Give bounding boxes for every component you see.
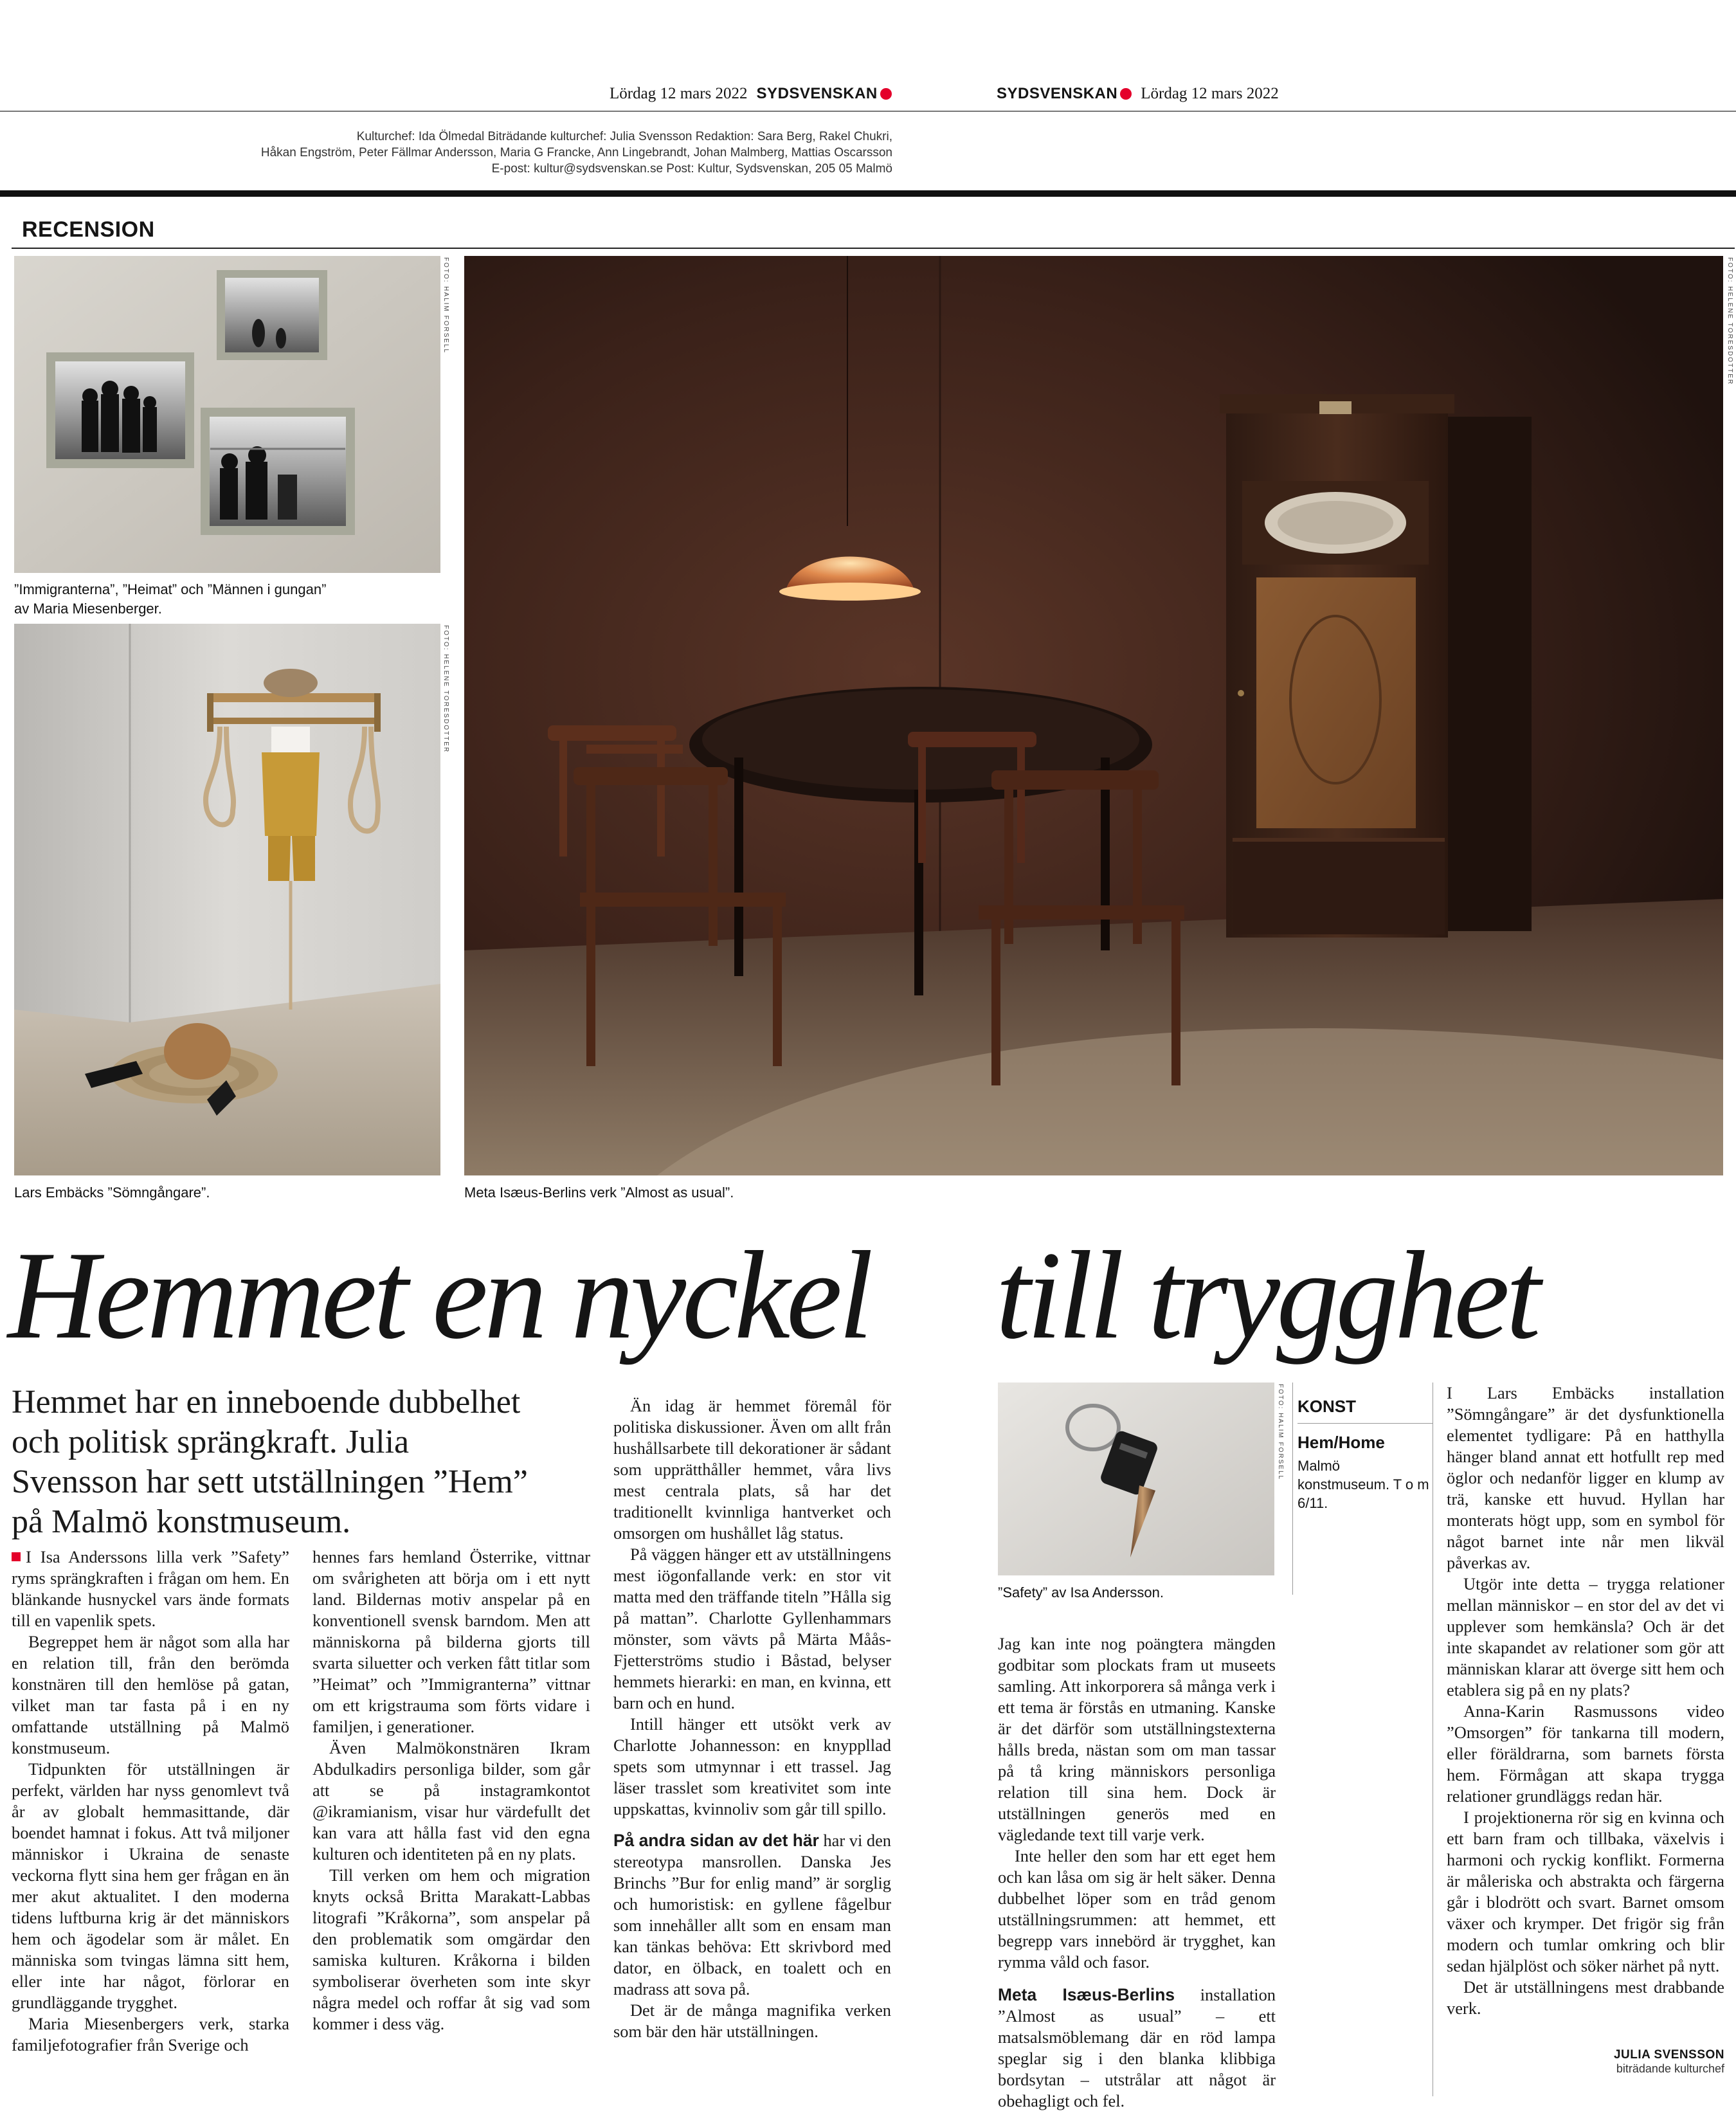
article-lead: Hemmet har en inneboende dubbelhet och politisk sprängkraft. Julia Svensson har sett utställningen ”Hem” på Malmö konstmuseum. [12, 1384, 528, 1540]
dining-room-image [464, 256, 1723, 1175]
folio-date-left: Lördag 12 mars 2022 [610, 85, 748, 102]
photo2-credit: FOTO: HELENE TORESDOTTER [442, 625, 449, 754]
paragraph: hennes fars hemland Österrike, vittnar om svårigheten att börja om i ett nytt land. Bildernas motiv anspelar på en konventionell svensk barndom. Men att människorna på bilderna gjorts till svarta siluetter och verken fått titlar som ”Heimat” och ”Immigranterna” vittnar om ett krigstrauma som förts vidare i familjen, i generationer. [312, 1547, 590, 1736]
paragraph-text: installation ”Almost as usual” – ett matsalsmöblemang där en röd lampa speglar sig i den blanka klibbiga bordsytan – utstrålar att något är obehagligt och fel. [998, 1985, 1276, 2110]
folio-date-right: Lördag 12 mars 2022 [1141, 85, 1279, 102]
headline-part2: till trygghet [995, 1226, 1537, 1365]
brand-dot-icon [1120, 88, 1132, 100]
photo-safety [998, 1383, 1274, 1575]
caption-line: ”Immigranterna”, ”Heimat” och ”Männen i gungan” [14, 581, 327, 597]
paragraph: Utgör inte detta – trygga relationer mellan människor – en stor del av det vi upplever som hemkänsla? Och är det inte skapandet av relationer som gör att människan klarar att överge sitt hem och etablera sig på en ny plats? [1447, 1574, 1724, 1700]
photo3-credit: FOTO: HELENE TORESDOTTER [1726, 257, 1733, 386]
photo-somngangare [14, 624, 440, 1175]
staff-line: Håkan Engström, Peter Fällmar Andersson, Maria G Francke, Ann Lingebrandt, Johan Malmberg, Mattias Oscarsson [260, 146, 892, 159]
byline-name: JULIA SVENSSON [1613, 2048, 1724, 2062]
paragraph [613, 1830, 891, 2000]
section-label: RECENSION [22, 217, 155, 242]
factbox-subtitle: Hem/Home [1297, 1433, 1385, 1452]
paragraph: Intill hänger ett utsökt verk av Charlotte Johannesson: en knyppllad spets som utmynnar i ett trassel. Jag läser trasslet som kreativitet som inte uppskattas, kvinnoliv som går till spillo. [613, 1714, 891, 1818]
red-square-icon [12, 1552, 21, 1561]
brand-logo-left: SYDSVENSKAN [756, 85, 878, 102]
paragraph: Även Malmökonstnären Ikram Abdulkadirs personliga bilder, som går att se på instagramkontot @ikramianism, visar hur värdefullt det kan vara att hålla fast vid den egna kulturen och identiteten på en ny plats. [312, 1738, 590, 1864]
paragraph: Jag kan inte nog poängtera mängden godbitar som plockats fram ut museets samling. Att inkorporera så många verk i ett tema är förstås en utmaning. Kanske är det därför som utställningstexterna hålls breda, nästan som om man tassar på tå kring människors personliga relation till sina hem. Dock är utställningen generös med en vägledande text till varje verk. [998, 1634, 1276, 1844]
factbox [1297, 1397, 1433, 1512]
paragraph-text: I Isa Anderssons lilla verk ”Safety” ryms sprängkraften i frågan om hem. En blänkande husnyckel vars ände formats till en vapenlik spets. [12, 1547, 289, 1630]
photo4-credit: FOTO: HALIM FORSELL [1277, 1384, 1284, 1481]
paragraph: Anna-Karin Rasmussons video ”Omsorgen” för tankarna till modern, eller föräldrarna, som barnets första hem. Förmågan att skapa trygga relationer grundläggs redan här. [1447, 1701, 1724, 1806]
paragraph: I Lars Embäcks installation ”Sömngångare” är det dysfunktionella elementet tydligare: På en hatthylla hänger bland annat ett hotfullt rep med öglor och nedanför ligger en klump av trä, kanske ett huvud. Hyllan har monterats högt upp, som en symbol för något barnet inte når men likväl påverkas av. [1447, 1383, 1724, 1572]
staff-box [185, 129, 892, 177]
installation-image [14, 624, 440, 1175]
factbox-title: KONST [1297, 1397, 1356, 1416]
caption-line: av Maria Miesenberger. [14, 601, 162, 617]
paragraph: På väggen hänger ett av utställningens mest iögonfallande verk: en stor vit matta med den träffande titeln ”Hålla sig på mattan”. Charlotte Gyllenhammars mönster, som vävts på Märta Måås-Fjetterströms studio i Båstad, belyser hemmets hierarki: en man, en kvinna, ett barn och en hund. [613, 1545, 891, 1712]
staff-line: E-post: kultur@sydsvenskan.se Post: Kultur, Sydsvenskan, 205 05 Malmö [491, 162, 892, 176]
headline [8, 1226, 1731, 1365]
body-column-4 [998, 1633, 1276, 2112]
top-thick-rule [0, 190, 1736, 197]
paragraph: Begreppet hem är något som alla har en relation till, från den berömda konstnären till den hemlöse på gatan, vilket man tar fasta på i en ny omfattande utställning på Malmö konstmuseum. [12, 1632, 289, 1757]
paragraph: Maria Miesenbergers verk, starka familjefotografier från Sverige och [12, 2014, 289, 2054]
paragraph: Inte heller den som har ett eget hem och kan låsa om sig är helt säker. Denna dubbelhet löper som en tråd genom utställningsrummen: att hemmet, ett begrepp vars innebörd är trygghet, kan rymma våld och fasor. [998, 1846, 1276, 1972]
photo-almost-as-usual [464, 256, 1723, 1175]
paragraph: I projektionerna rör sig en kvinna och ett barn fram och tillbaka, växelvis i harmoni och ryckig konflikt. Formerna är måleriska och abstrakta och färgerna går i blodrött och svart. Barnet omsom växer och krymper. Det frigör sig från modern och tumlar omkring och blir sedan hjälplöst och söker närhet på nytt. [1447, 1808, 1724, 1975]
header-rule [0, 111, 1736, 112]
brand-logo-right: SYDSVENSKAN [997, 85, 1118, 102]
headline-part1: Hemmet en nyckel [8, 1226, 870, 1365]
factbox-divider [1292, 1383, 1293, 1595]
paragraph-lead-in: På andra sidan av det här [613, 1831, 819, 1850]
paragraph: Tidpunkten för utställningen är perfekt, världen har nyss genomlevt två år av globalt hemmasittande, där boendet hamnat i fokus. Att två miljoner människor i Ukraina de senaste veckorna flytt sina hem ger frågan en än mer akut aktualitet. I den moderna tidens luftburna krig är det människors hem och ägodelar som är målet. En människa som tvingas lämna sitt hem, eller inte har något, förlorar en grundläggande trygghet. [12, 1759, 289, 2012]
factbox-rule [1297, 1423, 1433, 1424]
paragraph: Än idag är hemmet föremål för politiska diskussioner. Även om allt från hushållsarbete till dekorationer är sådant som upprätthåller hemmet, våra livs mest centrala plats, så har det traditionellt kvinnliga hantverket och omsorgen om hushållet låg status. [613, 1396, 891, 1543]
paragraph: Det är utställningens mest drabbande verk. [1447, 1977, 1724, 2018]
photo1-caption [14, 580, 440, 619]
byline [1447, 2048, 1724, 2076]
paragraph [998, 1984, 1276, 2112]
body-column-1 [12, 1546, 289, 2056]
page-folio-right [997, 85, 1279, 103]
gallery-wall-image [14, 256, 440, 573]
body-column-2 [312, 1546, 590, 2035]
photo-immigranterna [14, 256, 440, 573]
body-column-5 [1447, 1383, 1724, 2019]
photo2-caption: Lars Embäcks ”Sömngångare”. [14, 1184, 210, 1201]
paragraph: Det är de många magnifika verken som bär den här utställningen. [613, 2000, 891, 2041]
photo3-caption: Meta Isæus-Berlins verk ”Almost as usual”. [464, 1184, 734, 1201]
body-column-3 [613, 1395, 891, 2042]
section-rule [12, 248, 1735, 249]
paragraph-text: har vi den stereotypa mansrollen. Danska Jes Brinchs ”Bur for enlig mand” är sorglig och humoristisk: en gyllene fågelbur som innehåller allt som en ensam man kan tänkas behöva: Ett skrivbord med dator, en ölback, en toalett och en madrass att sova på. [613, 1831, 891, 1999]
factbox-text: Malmö konstmuseum. T o m 6/11. [1297, 1458, 1429, 1511]
paragraph-lead-in: Meta Isæus-Berlins [998, 1985, 1175, 2004]
staff-line: Kulturchef: Ida Ölmedal Biträdande kulturchef: Julia Svensson Redaktion: Sara Berg, Rakel Chukri, [356, 130, 892, 143]
paragraph: Till verken om hem och migration knyts också Britta Marakatt-Labbas litografi ”Kråkorna”, som anspelar på den problematik som omgärdar den samiska kulturen. Kråkorna i bilden symboliserar överheten som inte skyr några medel och roffar åt sig vad som kommer i dess väg. [312, 1865, 590, 2033]
brand-dot-icon [880, 88, 892, 100]
byline-role: biträdande kulturchef [1616, 2062, 1724, 2075]
paragraph [12, 1546, 289, 1631]
photo4-caption: ”Safety” av Isa Andersson. [998, 1584, 1164, 1601]
page-folio-left [610, 85, 892, 103]
key-image [998, 1383, 1274, 1575]
photo1-credit: FOTO: HALIM FORSELL [442, 257, 449, 354]
